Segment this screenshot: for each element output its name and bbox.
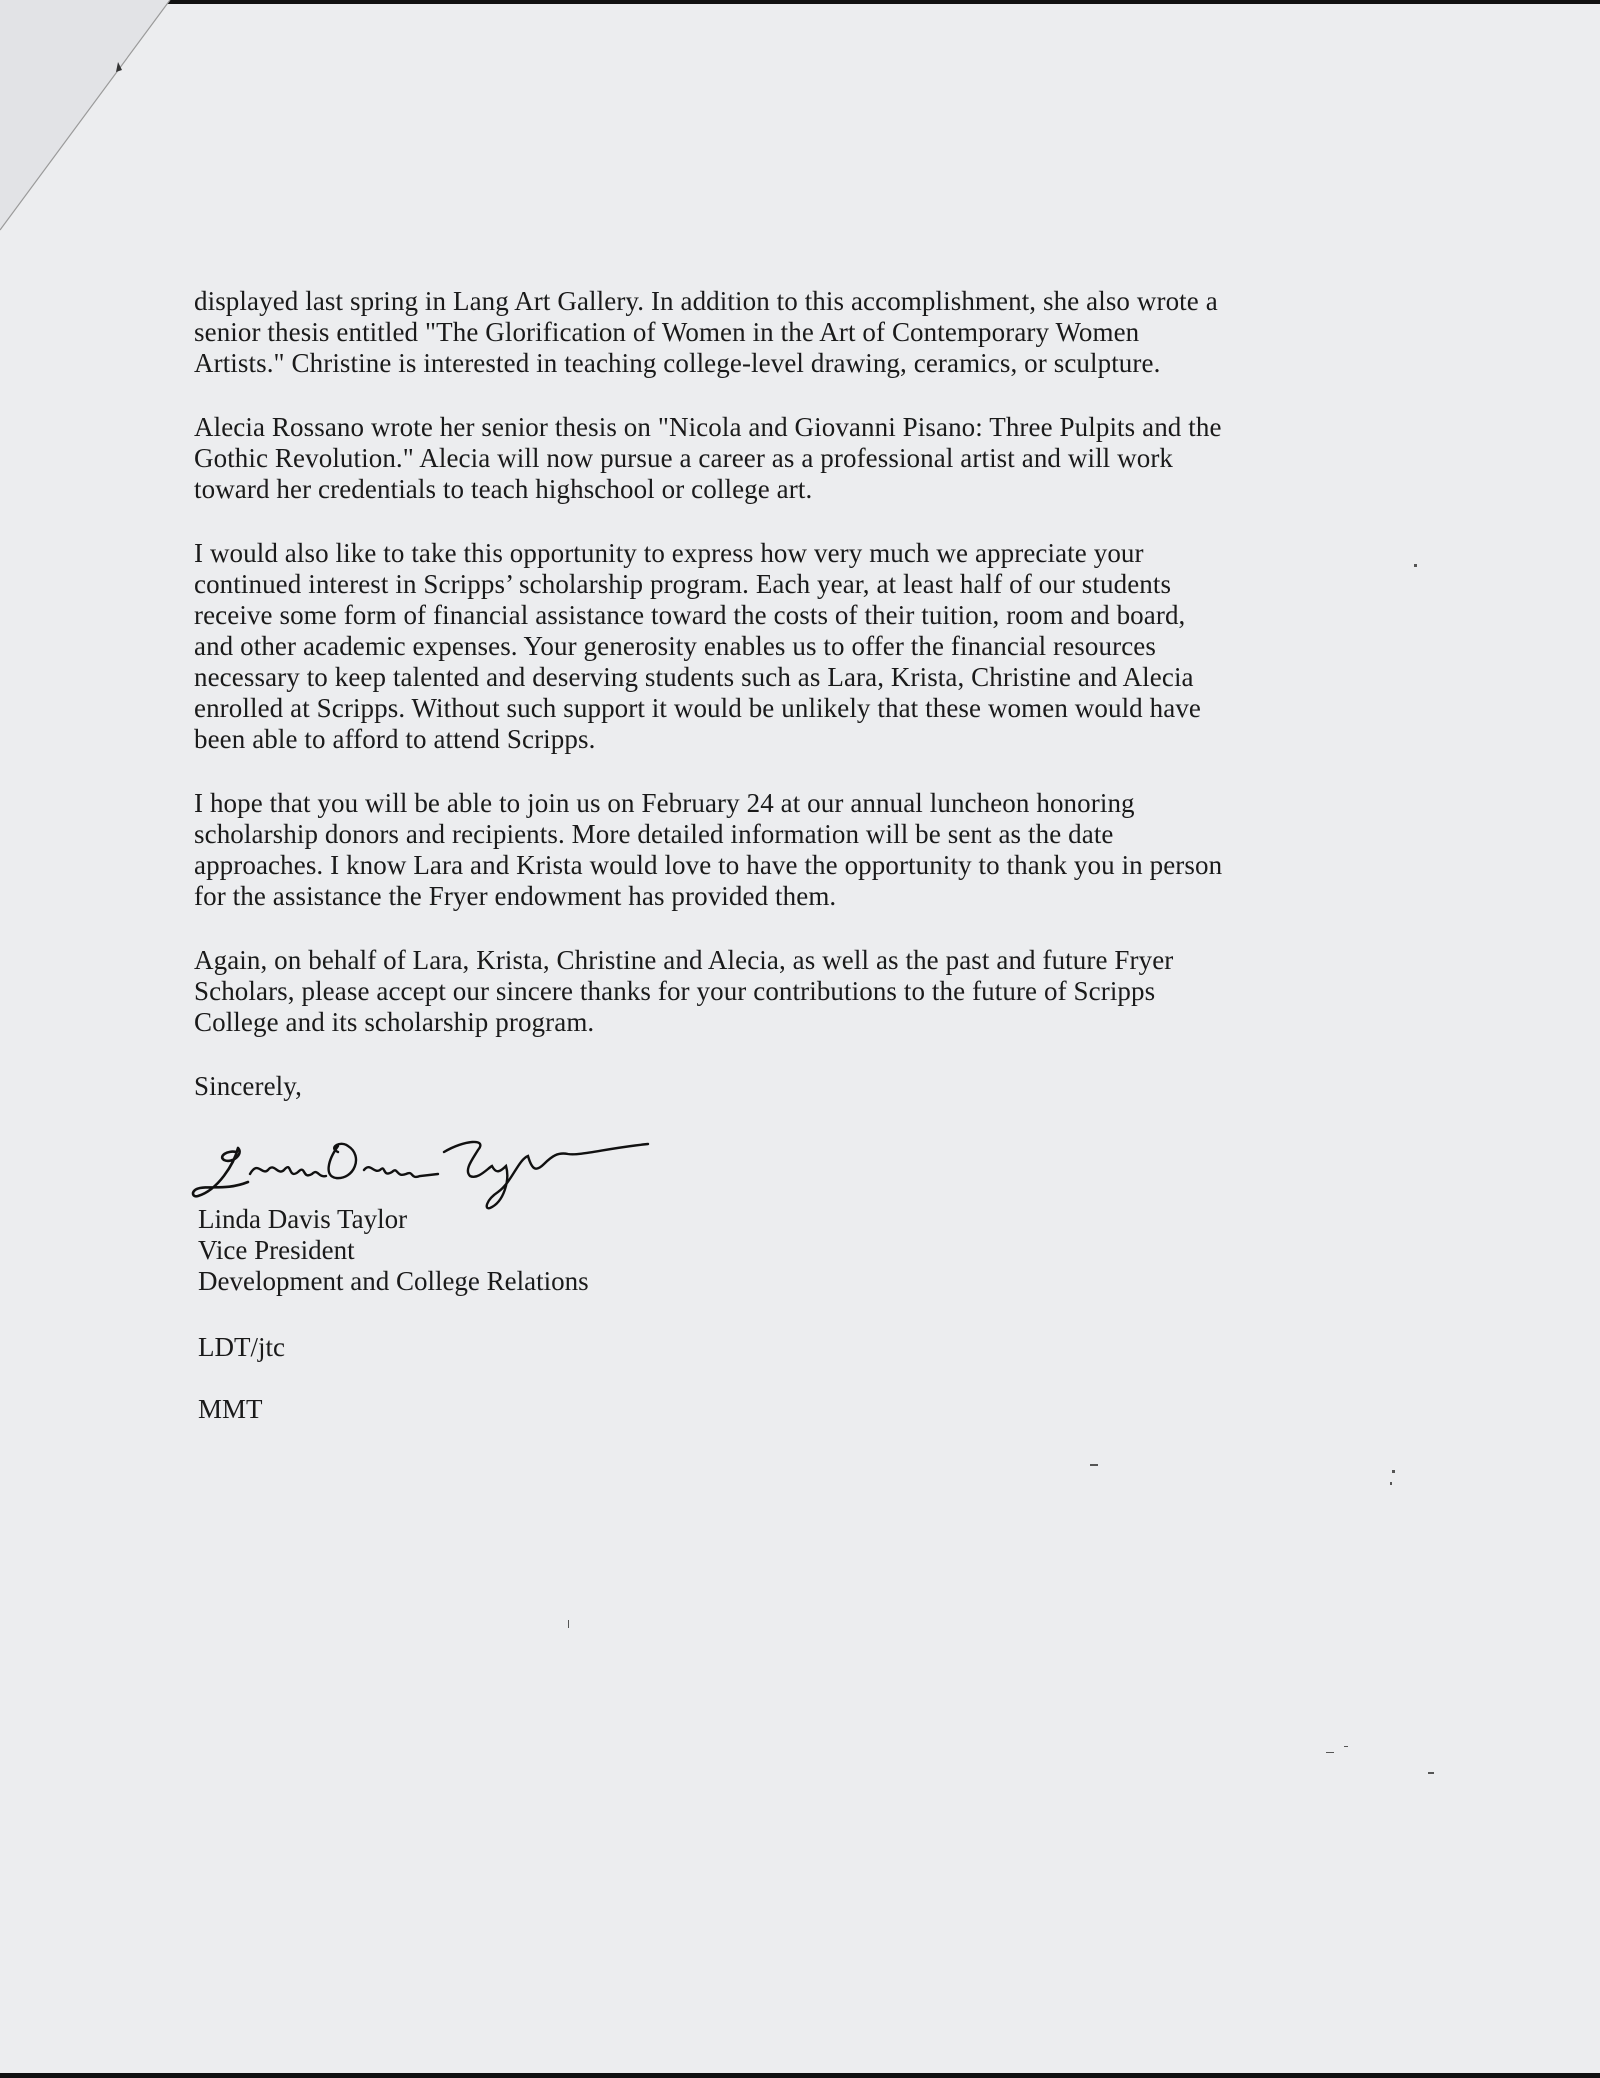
text-line: necessary to keep talented and deserving students such as Lara, Krista, Christine and Alecia — [194, 662, 1194, 692]
paper-speck — [1428, 1772, 1434, 1774]
text-line: for the assistance the Fryer endowment has provided them. — [194, 881, 837, 911]
text-line: displayed last spring in Lang Art Gallery. In addition to this accomplishment, she also wrote a — [194, 286, 1218, 316]
text-line: Alecia Rossano wrote her senior thesis on "Nicola and Giovanni Pisano: Three Pulpits and the — [194, 412, 1222, 442]
letter-body — [194, 286, 1444, 1135]
reference-initials: LDT/jtc — [198, 1332, 285, 1362]
paper-speck — [1344, 1746, 1348, 1747]
text-line: Artists." Christine is interested in teaching college-level drawing, ceramics, or sculpture. — [194, 348, 1161, 378]
text-line: Scholars, please accept our sincere thanks for your contributions to the future of Scripps — [194, 976, 1156, 1006]
text-line: receive some form of financial assistance toward the costs of their tuition, room and board, — [194, 600, 1186, 630]
paragraph-christine — [194, 286, 1444, 379]
text-line: approaches. I know Lara and Krista would love to have the opportunity to thank you in person — [194, 850, 1223, 880]
paper-speck — [1090, 1464, 1098, 1466]
paper-speck — [1390, 1482, 1392, 1485]
closing-salutation: Sincerely, — [194, 1071, 302, 1101]
handwritten-signature — [188, 1130, 658, 1210]
text-line: Gothic Revolution." Alecia will now pursue a career as a professional artist and will work — [194, 443, 1174, 473]
paper-speck — [1326, 1752, 1334, 1753]
signer-name: Linda Davis Taylor — [198, 1204, 408, 1234]
text-line: College and its scholarship program. — [194, 1007, 595, 1037]
paper-speck — [568, 1620, 569, 1628]
signer-title: Vice President — [198, 1235, 355, 1265]
text-line: I would also like to take this opportunity to express how very much we appreciate your — [194, 538, 1144, 568]
paragraph-appreciation — [194, 538, 1444, 755]
paragraph-luncheon — [194, 788, 1444, 912]
text-line: toward her credentials to teach highschool or college art. — [194, 474, 813, 504]
paper-speck — [1414, 564, 1417, 567]
cc-initials: MMT — [198, 1394, 263, 1424]
text-line: enrolled at Scripps. Without such support it would be unlikely that these women would have — [194, 693, 1201, 723]
text-line: scholarship donors and recipients. More detailed information will be sent as the date — [194, 819, 1114, 849]
text-line: I hope that you will be able to join us on February 24 at our annual luncheon honoring — [194, 788, 1135, 818]
folded-corner — [0, 0, 180, 240]
paragraph-alecia — [194, 412, 1444, 505]
signature-block — [198, 1204, 589, 1297]
bottom-edge — [0, 2073, 1600, 2078]
signer-department: Development and College Relations — [198, 1266, 589, 1296]
top-edge — [0, 0, 1600, 4]
paper-speck — [1392, 1470, 1395, 1473]
text-line: been able to afford to attend Scripps. — [194, 724, 596, 754]
text-line: Again, on behalf of Lara, Krista, Christine and Alecia, as well as the past and future Fryer — [194, 945, 1174, 975]
text-line: senior thesis entitled "The Glorification of Women in the Art of Contemporary Women — [194, 317, 1140, 347]
text-line: and other academic expenses. Your generosity enables us to offer the financial resources — [194, 631, 1156, 661]
paragraph-thanks — [194, 945, 1444, 1038]
text-line: continued interest in Scripps’ scholarship program. Each year, at least half of our students — [194, 569, 1172, 599]
